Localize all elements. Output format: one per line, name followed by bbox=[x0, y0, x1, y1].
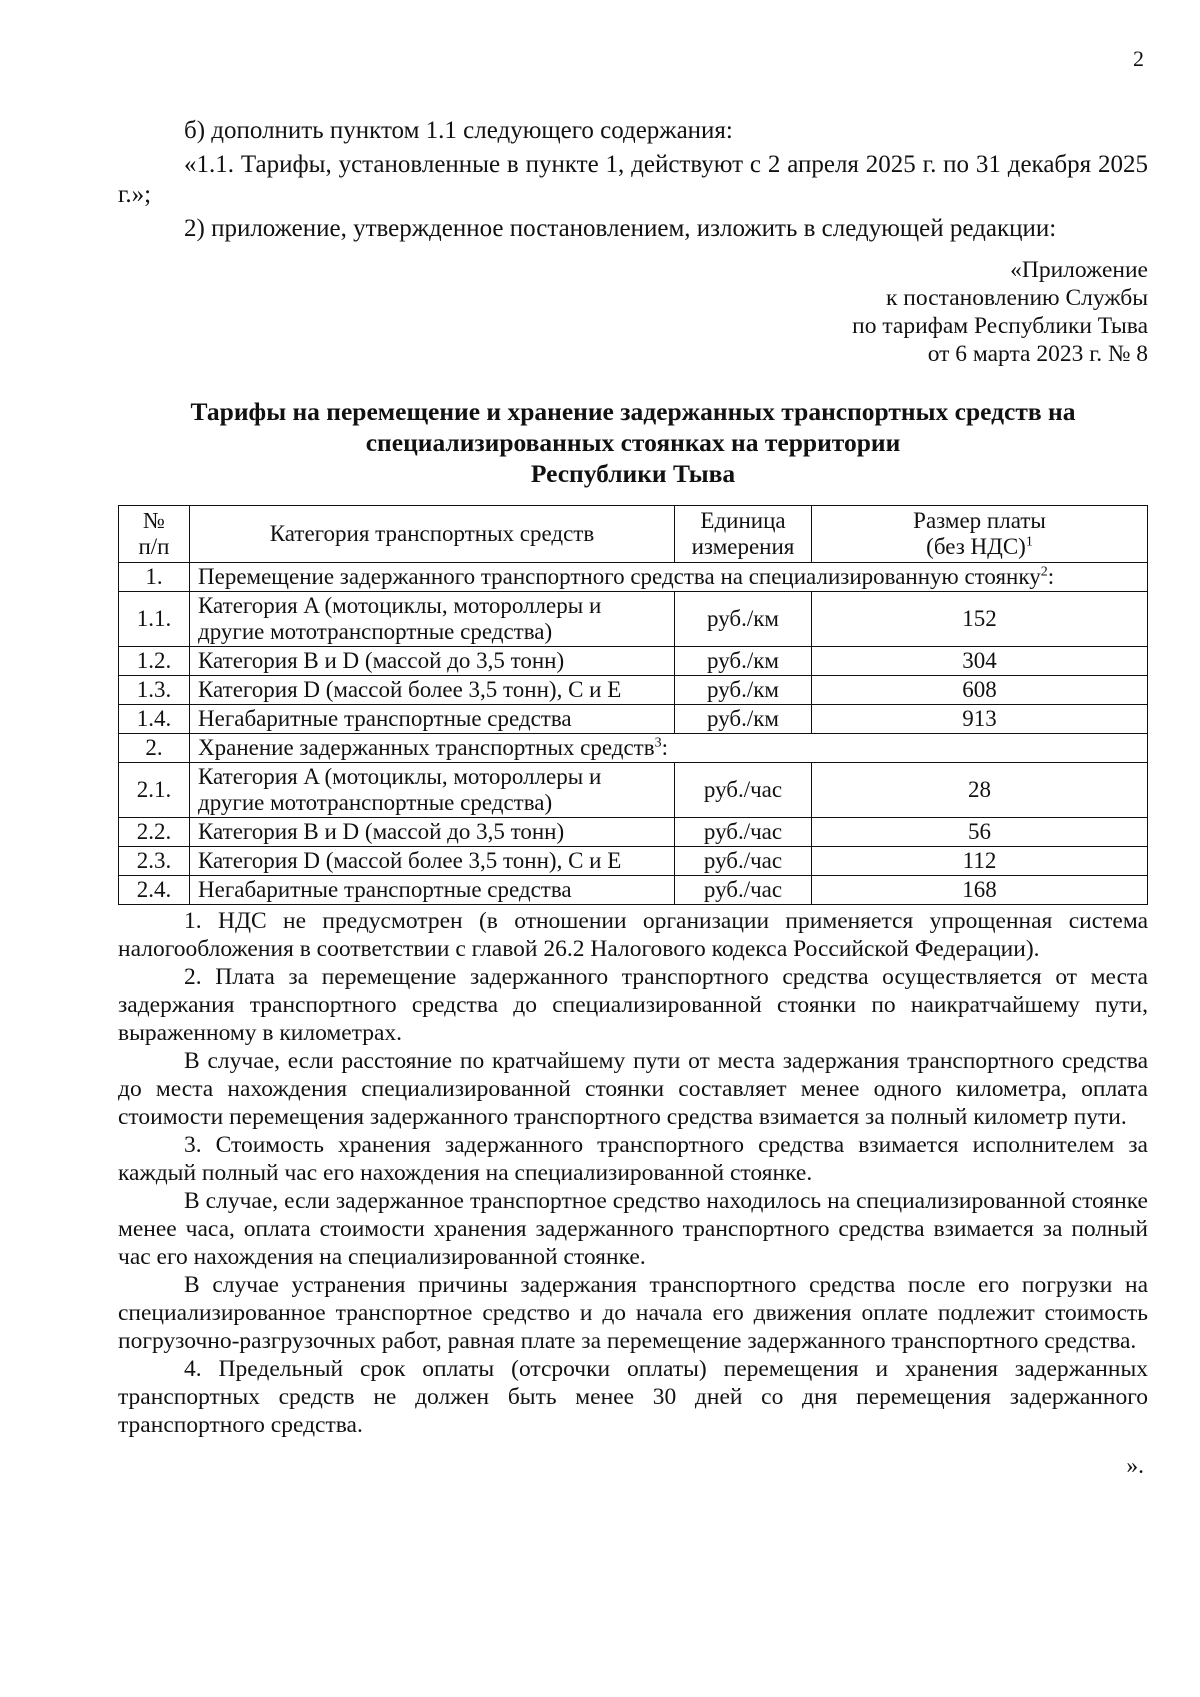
title-line: Республики Тыва bbox=[530, 459, 736, 488]
section-row bbox=[119, 734, 1148, 763]
footnote-marker: 1 bbox=[1025, 534, 1033, 550]
appendix-line: по тарифам Республики Тыва bbox=[852, 313, 1148, 339]
table-row bbox=[119, 763, 1148, 818]
appendix-reference bbox=[118, 256, 1148, 368]
row-category: Категория B и D (массой до 3,5 тонн) bbox=[190, 647, 675, 676]
footnote-3-continued: В случае, если задержанное транспортное средство находилось на специализированной стоянке менее часа, оплата стоимости хранения задержанного транспортного средства взимается за полный час его нахождения на специализированной стоянке. bbox=[118, 1188, 1148, 1270]
section-number: 2. bbox=[119, 734, 190, 763]
row-fee: 913 bbox=[812, 705, 1148, 734]
row-category: Негабаритные транспортные средства bbox=[190, 705, 675, 734]
title-line: специализированных стоянках на территории bbox=[365, 428, 901, 457]
tariffs-table bbox=[118, 505, 1148, 905]
header-number-line1: № bbox=[143, 508, 165, 533]
intro-paragraph-2: 2) приложение, утвержденное постановлением, изложить в следующей редакции: bbox=[184, 215, 1057, 242]
table-row bbox=[119, 676, 1148, 705]
row-unit: руб./км bbox=[675, 705, 812, 734]
row-unit: руб./км bbox=[675, 592, 812, 647]
row-unit: руб./км bbox=[675, 647, 812, 676]
table-row bbox=[119, 847, 1148, 876]
row-category: Категория B и D (массой до 3,5 тонн) bbox=[190, 818, 675, 847]
row-category: Категория D (массой более 3,5 тонн), C и E bbox=[190, 676, 675, 705]
table-header-row bbox=[119, 506, 1148, 563]
intro-paragraph-b: б) дополнить пунктом 1.1 следующего содержания: bbox=[184, 117, 733, 144]
row-unit: руб./час bbox=[675, 876, 812, 905]
document-body bbox=[118, 116, 1148, 1480]
section-suffix: : bbox=[661, 735, 668, 760]
row-number: 1.4. bbox=[119, 705, 190, 734]
section-label bbox=[190, 563, 1148, 592]
footnote-marker: 3 bbox=[654, 735, 662, 751]
row-unit: руб./час bbox=[675, 847, 812, 876]
row-fee: 608 bbox=[812, 676, 1148, 705]
appendix-line: от 6 марта 2023 г. № 8 bbox=[927, 341, 1148, 367]
appendix-line: «Приложение bbox=[1010, 257, 1148, 283]
closing-quote: ». bbox=[1126, 1453, 1144, 1479]
row-unit: руб./час bbox=[675, 818, 812, 847]
section-text: Перемещение задержанного транспортного средства на специализированную стоянку bbox=[198, 564, 1041, 589]
row-unit: руб./км bbox=[675, 676, 812, 705]
row-number: 2.4. bbox=[119, 876, 190, 905]
footnote-3: 3. Стоимость хранения задержанного транспортного средства взимается исполнителем за каждый полный час его нахождения на специализированной стоянке. bbox=[118, 1132, 1148, 1186]
footnote-2: 2. Плата за перемещение задержанного транспортного средства осуществляется от места задержания транспортного средства до специализированной стоянки по наикратчайшему пути, выраженному в километрах. bbox=[118, 964, 1148, 1046]
row-category: Негабаритные транспортные средства bbox=[190, 876, 675, 905]
row-fee: 304 bbox=[812, 647, 1148, 676]
row-fee: 168 bbox=[812, 876, 1148, 905]
row-number: 1.1. bbox=[119, 592, 190, 647]
row-number: 1.3. bbox=[119, 676, 190, 705]
table-row bbox=[119, 592, 1148, 647]
row-fee: 112 bbox=[812, 847, 1148, 876]
footnote-2-continued: В случае, если расстояние по кратчайшему пути от места задержания транспортного средства до места нахождения специализированной стоянки составляет менее одного километра, оплата стоимости перемещения задержанного транспортного средства взимается за полный километр пути. bbox=[118, 1048, 1148, 1130]
header-number-line2: п/п bbox=[138, 534, 170, 559]
table-row bbox=[119, 818, 1148, 847]
row-fee: 56 bbox=[812, 818, 1148, 847]
header-fee-line1: Размер платы bbox=[913, 508, 1046, 533]
document-title bbox=[118, 396, 1148, 489]
row-category: Категория D (массой более 3,5 тонн), C и E bbox=[190, 847, 675, 876]
row-unit: руб./час bbox=[675, 763, 812, 818]
footnote-marker: 2 bbox=[1040, 564, 1048, 580]
intro-paragraph-quote: «1.1. Тарифы, установленные в пункте 1, действуют с 2 апреля 2025 г. по 31 декабря 2025 г.»; bbox=[118, 151, 1148, 208]
header-unit-line2: измерения bbox=[691, 534, 795, 559]
header-category: Категория транспортных средств bbox=[190, 506, 675, 563]
row-fee: 28 bbox=[812, 763, 1148, 818]
section-text: Хранение задержанных транспортных средств bbox=[198, 735, 655, 760]
header-fee bbox=[812, 506, 1148, 563]
intro-section bbox=[118, 116, 1148, 244]
appendix-line: к постановлению Службы bbox=[886, 285, 1148, 311]
footnote-3-loading: В случае устранения причины задержания транспортного средства после его погрузки на специализированное транспортное средство и до начала его движения оплате подлежит стоимость погрузочно-разгрузочных работ, равная плате за перемещение задержанного транспортного средства. bbox=[118, 1272, 1148, 1354]
footnote-1: 1. НДС не предусмотрен (в отношении организации применяется упрощенная система налогообложения в соответствии с главой 26.2 Налогового кодекса Российской Федерации). bbox=[118, 908, 1148, 962]
row-number: 1.2. bbox=[119, 647, 190, 676]
section-row bbox=[119, 563, 1148, 592]
section-suffix: : bbox=[1047, 564, 1055, 589]
table-row bbox=[119, 876, 1148, 905]
header-fee-line2 bbox=[818, 534, 1141, 560]
row-category: Категория A (мотоциклы, мотороллеры и другие мототранспортные средства) bbox=[190, 592, 675, 647]
row-number: 2.3. bbox=[119, 847, 190, 876]
row-number: 2.1. bbox=[119, 763, 190, 818]
row-number: 2.2. bbox=[119, 818, 190, 847]
header-unit-line1: Единица bbox=[700, 508, 786, 533]
section-number: 1. bbox=[119, 563, 190, 592]
table-row bbox=[119, 705, 1148, 734]
page-number: 2 bbox=[1133, 46, 1144, 71]
table-row bbox=[119, 647, 1148, 676]
row-fee: 152 bbox=[812, 592, 1148, 647]
footnote-4: 4. Предельный срок оплаты (отсрочки оплаты) перемещения и хранения задержанных транспортных средств не должен быть менее 30 дней со дня перемещения задержанного транспортного средства. bbox=[118, 1356, 1148, 1438]
header-number bbox=[119, 506, 190, 563]
row-category: Категория A (мотоциклы, мотороллеры и другие мототранспортные средства) bbox=[190, 763, 675, 818]
section-label bbox=[190, 734, 1148, 763]
header-fee-text: (без НДС) bbox=[926, 534, 1026, 559]
footnotes-section bbox=[118, 907, 1148, 1439]
header-unit bbox=[675, 506, 812, 563]
title-line: Тарифы на перемещение и хранение задержанных транспортных средств на bbox=[190, 397, 1076, 426]
